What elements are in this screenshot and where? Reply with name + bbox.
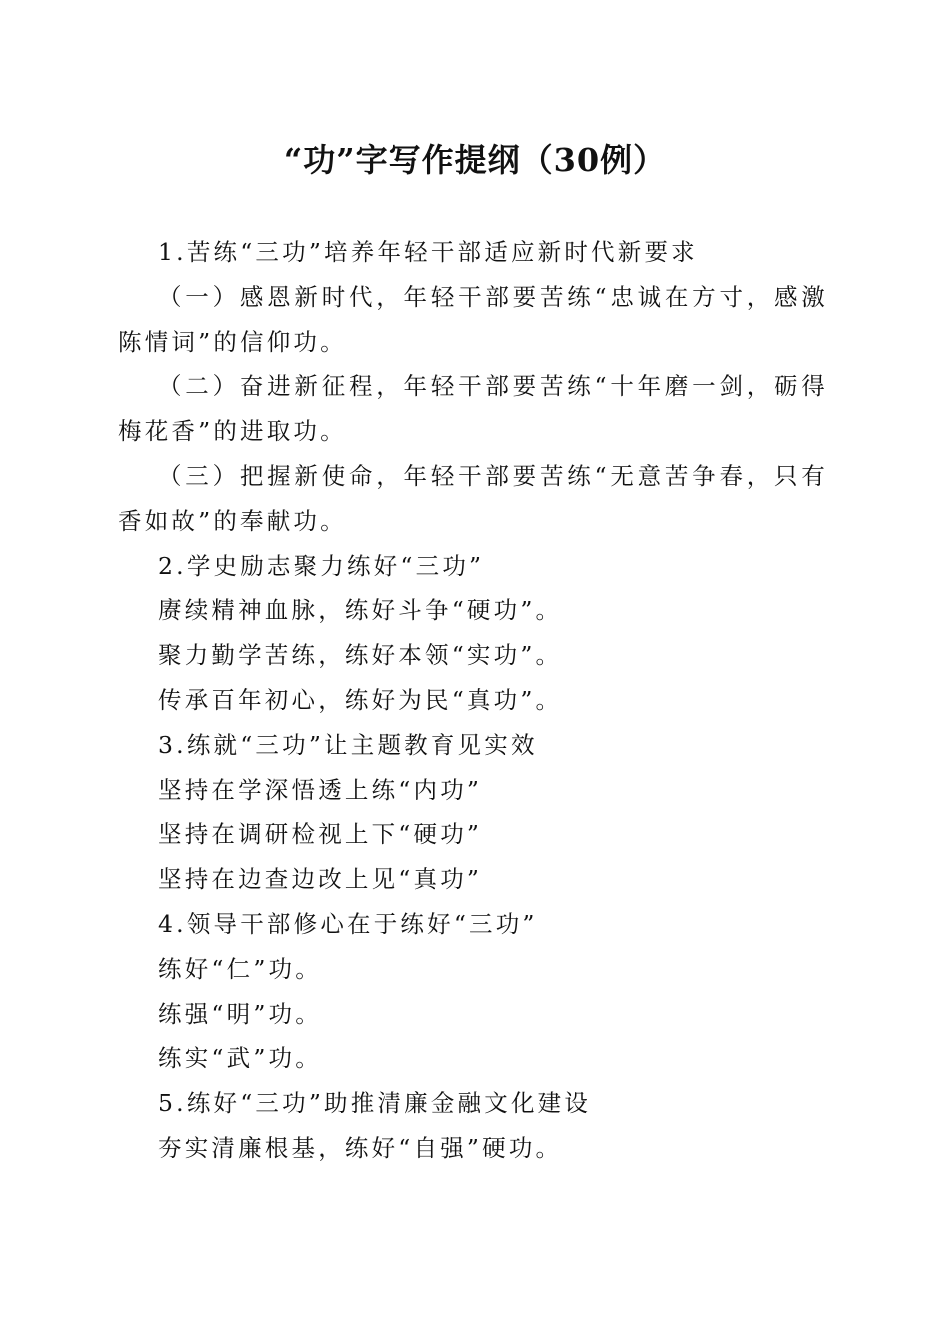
list-item: 练强“明”功。: [158, 999, 322, 1028]
paragraph-1-3: （三）把握新使命，年轻干部要苦练“无意苦争春，只有香如故”的奉献功。: [118, 461, 828, 535]
list-item: 练实“武”功。: [158, 1044, 322, 1073]
list-item: 传承百年初心，练好为民“真功”。: [158, 685, 563, 714]
list-item: 坚持在边查边改上见“真功”: [158, 865, 483, 894]
document-title: “功”字写作提纲（30例）: [283, 141, 667, 179]
section-heading-1: 1.苦练“三功”培养年轻干部适应新时代新要求: [158, 238, 698, 266]
section-heading-3: 3.练就“三功”让主题教育见实效: [158, 730, 538, 759]
list-item: 夯实清廉根基，练好“自强”硬功。: [158, 1133, 563, 1162]
list-item: 坚持在学深悟透上练“内功”: [158, 775, 483, 804]
list-item: 赓续精神血脉，练好斗争“硬功”。: [158, 596, 563, 625]
list-item: 聚力勤学苦练，练好本领“实功”。: [158, 641, 563, 670]
paragraph-1-1: （一）感恩新时代，年轻干部要苦练“忠诚在方寸，感激陈情词”的信仰功。: [118, 282, 828, 356]
section-heading-4: 4.领导干部修心在于练好“三功”: [158, 909, 538, 938]
document-body: [118, 230, 828, 1171]
section-heading-2: 2.学史励志聚力练好“三功”: [158, 551, 485, 580]
list-item: 练好“仁”功。: [158, 954, 322, 983]
list-item: 坚持在调研检视上下“硬功”: [158, 820, 483, 849]
section-heading-5: 5.练好“三功”助推清廉金融文化建设: [158, 1089, 592, 1118]
paragraph-1-2: （二）奋进新征程，年轻干部要苦练“十年磨一剑，砺得梅花香”的进取功。: [118, 372, 828, 446]
